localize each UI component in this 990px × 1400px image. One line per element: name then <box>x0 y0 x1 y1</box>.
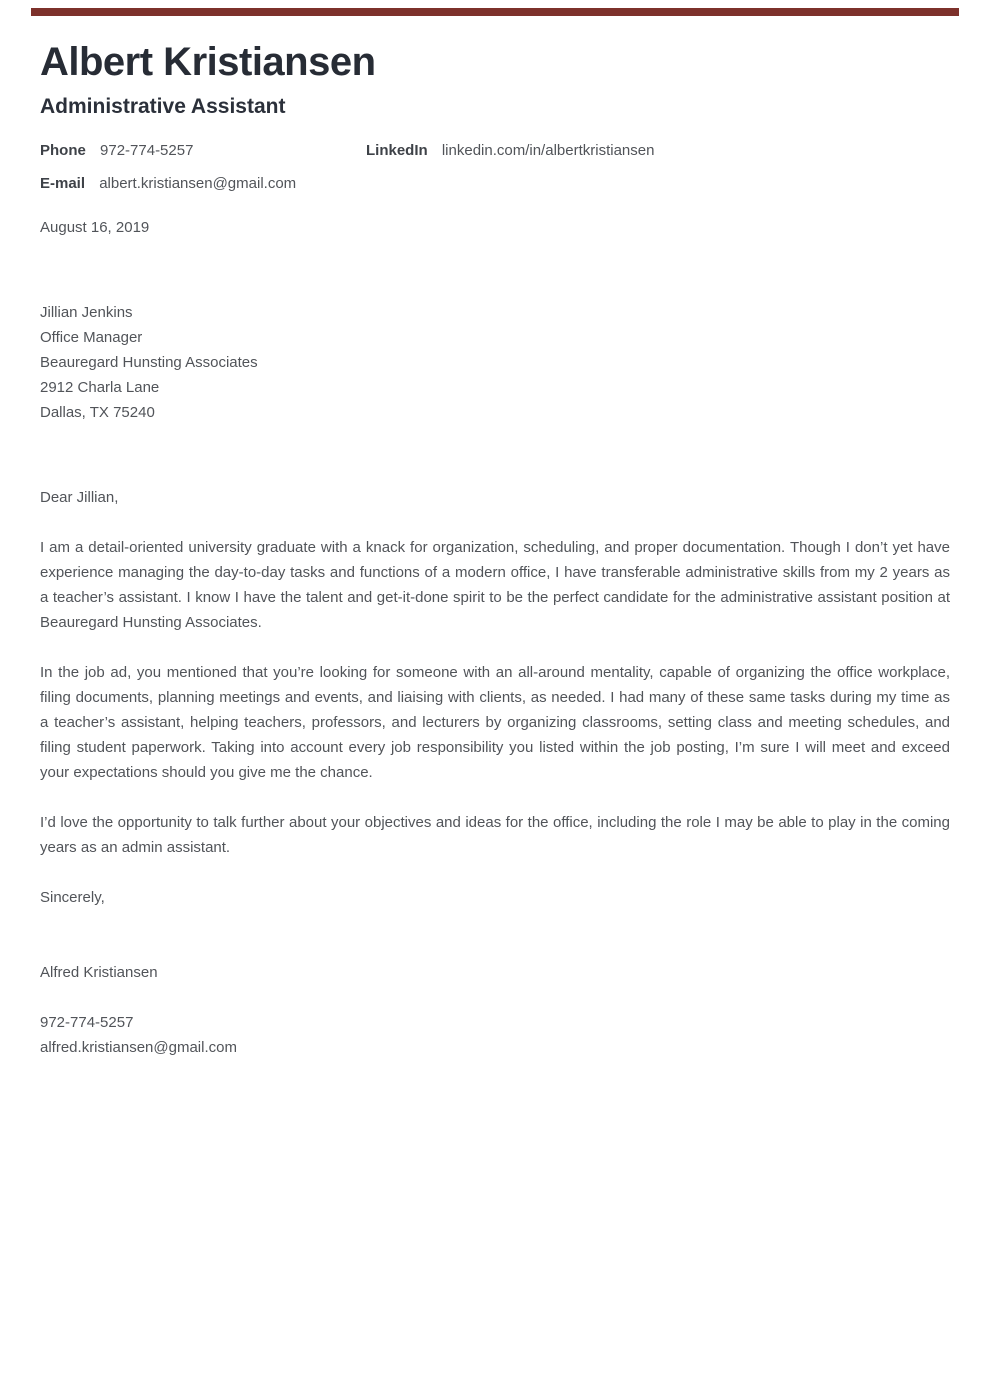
contact-email <box>40 171 366 196</box>
salutation: Dear Jillian, <box>40 489 119 506</box>
linkedin-label: LinkedIn <box>366 142 428 159</box>
closing: Sincerely, <box>40 889 105 906</box>
body-paragraph-2: In the job ad, you mentioned that you’re looking for someone with an all-around mentality, capable of organizing the office workplace, filing documents, planning meetings and events, and liaising with clients, as needed. I had many of these same tasks during my time as a teacher’s assistant, helping teachers, professors, and lecturers by organizing classrooms, setting class and meeting schedules, and filing student paperwork. Taking into account every job responsibility you listed within the job posting, I’m sure I will meet and exceed your expectations should you give me the chance. <box>40 664 950 781</box>
recipient-company: Beauregard Hunsting Associates <box>40 354 258 371</box>
contact-phone <box>40 138 366 163</box>
job-title: Administrative Assistant <box>40 95 286 118</box>
body-paragraph-1: I am a detail-oriented university graduate with a knack for organization, scheduling, and proper documentation. Though I don’t yet have experience managing the day-to-day tasks and functions of a modern office, I have transferable administrative skills from my 2 years as a teacher’s assistant. I know I have the talent and get-it-done spirit to be the perfect candidate for the administrative assistant position at Beauregard Hunsting Associates. <box>40 539 950 631</box>
top-accent-bar <box>31 8 959 16</box>
recipient-block <box>40 300 950 425</box>
signature-email: alfred.kristiansen@gmail.com <box>40 1039 237 1056</box>
recipient-street: 2912 Charla Lane <box>40 379 160 396</box>
email-label: E-mail <box>40 175 86 192</box>
letter-date: August 16, 2019 <box>40 219 150 236</box>
phone-value: 972-774-5257 <box>100 142 194 159</box>
body-paragraph-3: I’d love the opportunity to talk further about your objectives and ideas for the office, including the role I may be able to play in the coming years as an admin assistant. <box>40 814 950 856</box>
linkedin-value: linkedin.com/in/albertkristiansen <box>441 142 655 159</box>
contact-info-section <box>40 138 950 196</box>
applicant-name: Albert Kristiansen <box>40 40 376 84</box>
recipient-city: Dallas, TX 75240 <box>40 404 155 421</box>
signature-name: Alfred Kristiansen <box>40 964 158 981</box>
contact-linkedin <box>366 138 950 163</box>
email-value: albert.kristiansen@gmail.com <box>99 175 297 192</box>
phone-label: Phone <box>40 142 86 159</box>
recipient-name: Jillian Jenkins <box>40 304 133 321</box>
signature-phone: 972-774-5257 <box>40 1014 134 1031</box>
recipient-role: Office Manager <box>40 329 143 346</box>
contact-grid-spacer <box>366 171 950 196</box>
